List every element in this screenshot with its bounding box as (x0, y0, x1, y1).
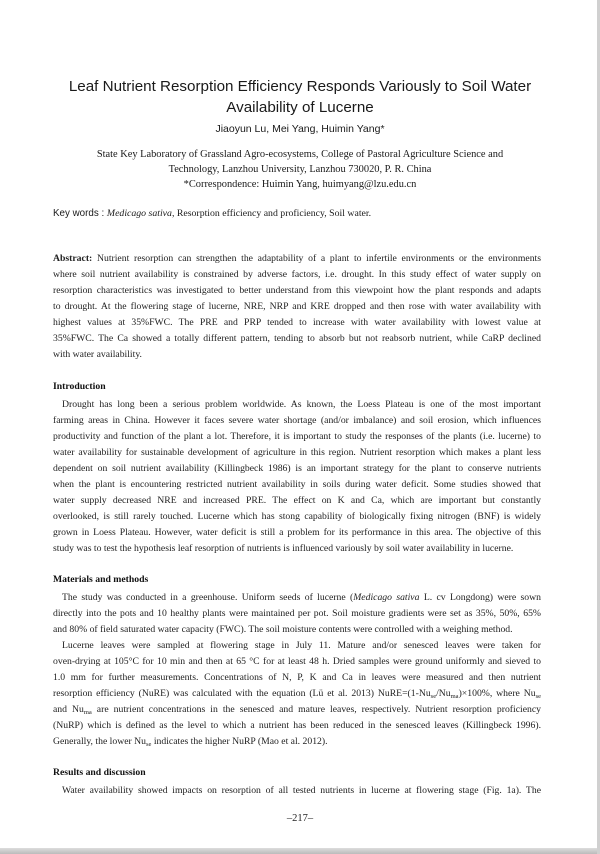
title-line: Availability of Lucerne (226, 99, 374, 116)
subscript: ma (450, 693, 459, 700)
subscript: se (145, 741, 152, 748)
abstract-line: to drought. At the flowering stage of lucerne, NRE, NRP and KRE dropped and then rose with water availability with (53, 301, 541, 312)
text-run: indicates the higher NuRP (Mao et al. 2012). (151, 736, 328, 747)
species-name: Medicago sativa (353, 592, 420, 603)
keyword-italic: Medicago sativa (106, 208, 172, 219)
section-heading-introduction: Introduction (53, 381, 106, 392)
text-run: L. cv Longdong) were sown (419, 592, 541, 603)
authors: Jiaoyun Lu, Mei Yang, Huimin Yang* (215, 123, 385, 135)
abstract-line: highest values at 35%FWC. The PRE and PRP tended to increase with water availability with lowest value at (53, 317, 541, 328)
paragraph-line: Drought has long been a serious problem worldwide. As known, the Loess Plateau is one of the most important (62, 399, 541, 410)
text-run: )×100%, where Nu (458, 688, 536, 699)
subscript: se (430, 693, 437, 700)
paragraph-line: oven-drying at 105°C for 10 min and then at 65 °C for at least 48 h. Dried samples were ground uniformly and sieved to (53, 656, 541, 667)
abstract-line: with water availability. (53, 349, 142, 360)
keywords-label: Key words : (53, 208, 107, 219)
paragraph-line: dependent on soil nutrient availability (Killingbeck 1986) is an important strategy for the plant to conserve nutrients (53, 463, 541, 474)
title-line: Leaf Nutrient Resorption Efficiency Responds Variously to Soil Water (68, 78, 532, 95)
subscript: ma (83, 709, 92, 716)
paragraph-line (53, 702, 541, 718)
affiliation (40, 147, 560, 192)
section-heading-methods: Materials and methods (53, 574, 149, 585)
text-run: /Nu (436, 688, 451, 699)
paragraph-line: Lucerne leaves were sampled at flowering stage in July 11. Mature and/or senesced leaves were taken for (62, 640, 541, 651)
correspondence-line: *Correspondence: Huimin Yang, huimyang@lzu.edu.cn (183, 179, 417, 190)
paragraph-line: (NuRP) which is defined as the level to which a nutrient has been reduced in the senesced leaves (Killingbeck 1996). (53, 720, 541, 731)
paragraph-line (62, 590, 541, 606)
abstract-label: Abstract: (53, 253, 93, 264)
affiliation-line: State Key Laboratory of Grassland Agro-ecosystems, College of Pastoral Agriculture Science and (96, 149, 504, 160)
paragraph-line: when the plant is encountering restricted nutrient availability in soils during water deficit. Some studies showed that (53, 479, 541, 490)
section-heading-results: Results and discussion (53, 767, 146, 778)
paragraph-line: 1.0 mm for further measurements. Concentrations of N, P, K and Ca in leaves were measured and then nutrient (53, 672, 541, 683)
paragraph-line: water availability for sustainable development of agriculture in this region. Nutrient resorption which makes a plant less (53, 447, 541, 458)
abstract-line: resorption characteristics was investigated to better understand from this viewpoint how the plant responds and adapts (53, 285, 541, 296)
abstract-line (53, 251, 541, 267)
paragraph-line: overlooked, is still rarely touched. Lucerne which has stong capability of biologically fixing nitrogen (BNF) is widely (53, 511, 541, 522)
paper-title (30, 76, 570, 118)
subscript: se (535, 693, 541, 700)
abstract-text: Nutrient resorption can strengthen the adaptability of a plant to infertile environments or the environments (92, 253, 541, 264)
affiliation-line: Technology, Lanzhou University, Lanzhou 730020, P. R. China (168, 164, 432, 175)
paragraph-line: directly into the pots and 10 healthy plants were maintained per pot. Soil moisture gradients were set as 35%, 50%, 65% (53, 608, 541, 619)
keywords (53, 208, 553, 219)
text-run: and Nu (53, 704, 84, 715)
abstract-line: where soil nutrient availability is constrained by adverse factors, i.e. drought. In this study effect of water supply on (53, 269, 541, 280)
text-run: Generally, the lower Nu (53, 736, 146, 747)
text-run: resorption efficiency (NuRE) was calculated with the equation (Lü et al. 2013) NuRE=(1-Nu (53, 688, 431, 699)
paragraph-line: productivity and function of the plant a lot. Therefore, it is important to study the responses of the plants (i.e. lucerne) to (53, 431, 541, 442)
text-run: The study was conducted in a greenhouse. Uniform seeds of lucerne ( (62, 592, 354, 603)
page-number: –217– (286, 813, 314, 824)
keywords-text: , Resorption efficiency and proficiency, Soil water. (171, 208, 372, 219)
text-run: are nutrient concentrations in the senesced and mature leaves, respectively. Nutrient resorption proficiency (91, 704, 541, 715)
page-edge (0, 848, 600, 854)
paragraph-line: water supply decreased NRE and increased PRE. The effect on K and Ca, which are important but constantly (53, 495, 541, 506)
paragraph-line (53, 734, 541, 750)
paragraph-line: farming areas in China. However it faces severe water shortage (and/or imbalance) and soil erosion, which influences (53, 415, 541, 426)
paragraph-line (53, 686, 541, 702)
paragraph-line: Water availability showed impacts on resorption of all tested nutrients in lucerne at flowering stage (Fig. 1a). The (62, 785, 541, 796)
abstract-line: 35%FWC. The Ca showed a totally different pattern, tending to absorb but not reabsorb nutrient, while CaRP declined (53, 333, 541, 344)
paragraph-line: and 80% of field saturated water capacity (FWC). The soil moisture contents were controlled with a weighing method. (53, 624, 513, 635)
paragraph-line: study was to test the hypothesis leaf resorption of nutrients is influenced variously by soil water availability in lucerne. (53, 543, 514, 554)
paragraph-line: grown in Loess Plateau. However, water deficit is still a problem for its performance in this area. The objective of this (53, 527, 541, 538)
